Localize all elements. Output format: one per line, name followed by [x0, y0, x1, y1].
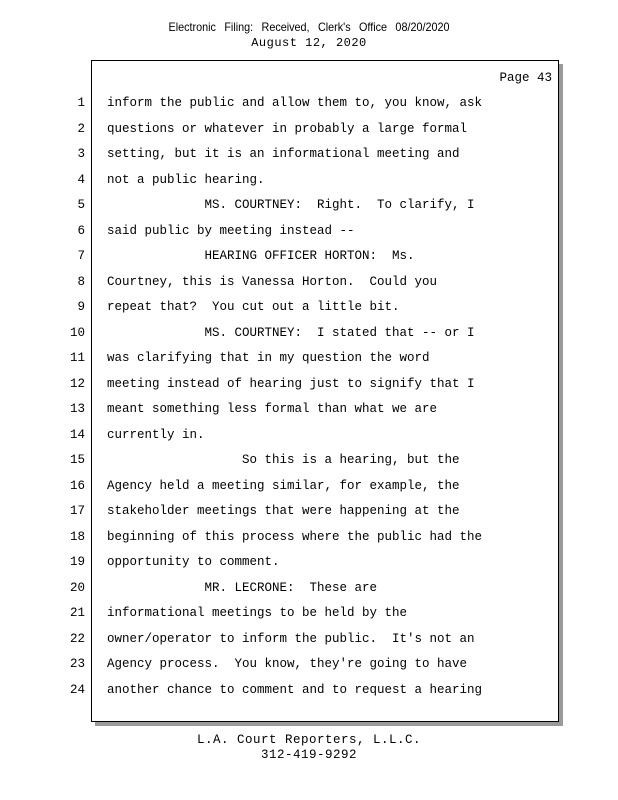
transcript-line [0, 170, 618, 190]
line-number: 1 [77, 96, 85, 110]
transcript-line [0, 578, 618, 598]
line-number: 15 [69, 453, 85, 467]
transcript-line [0, 272, 618, 292]
line-number: 3 [77, 147, 85, 161]
line-text: currently in. [107, 427, 205, 442]
line-text: informational meetings to be held by the [107, 606, 408, 620]
transcript-line [0, 221, 618, 241]
transcript-line [0, 501, 618, 521]
line-number: 10 [69, 325, 85, 340]
transcript-line [0, 119, 618, 139]
line-number: 14 [69, 427, 85, 442]
line-number: 23 [69, 657, 85, 671]
transcript-line [0, 527, 618, 547]
line-number: 7 [77, 249, 85, 263]
transcript-line [0, 374, 618, 394]
line-text: Courtney, this is Vanessa Horton. Could you [107, 274, 438, 289]
line-number: 8 [77, 274, 85, 289]
transcript-line [0, 399, 618, 419]
transcript-line [0, 246, 618, 266]
transcript-line [0, 297, 618, 317]
transcript-line [0, 425, 618, 445]
line-number: 24 [69, 682, 85, 697]
line-text: another chance to comment and to request a hearing [107, 682, 483, 697]
line-text: owner/operator to inform the public. It's not an [107, 631, 475, 646]
line-text: was clarifying that in my question the word [107, 351, 430, 365]
line-number: 5 [77, 198, 85, 212]
line-number: 17 [69, 504, 85, 518]
line-text: So this is a hearing, but the [107, 453, 460, 467]
line-text: MR. LECRONE: These are [107, 580, 378, 595]
line-text: not a public hearing. [107, 172, 265, 187]
line-text: MS. COURTNEY: Right. To clarify, I [107, 198, 475, 212]
line-number: 6 [77, 223, 85, 238]
reporter-phone: 312-419-9292 [260, 748, 357, 762]
line-text: meeting instead of hearing just to signify that I [107, 376, 475, 391]
transcript-line [0, 476, 618, 496]
line-number: 19 [69, 555, 85, 569]
transcript-line [0, 680, 618, 700]
transcript-line [0, 450, 618, 470]
line-number: 2 [77, 121, 85, 136]
line-text: said public by meeting instead -- [107, 223, 355, 238]
transcript-date: August 12, 2020 [251, 36, 367, 50]
transcript-line [0, 552, 618, 572]
line-text: setting, but it is an informational meeting and [107, 147, 460, 161]
line-number: 22 [69, 631, 85, 646]
line-number: 13 [69, 402, 85, 416]
line-text: Agency held a meeting similar, for example, the [107, 478, 460, 493]
transcript-line [0, 144, 618, 164]
transcript-line [0, 195, 618, 215]
line-number: 18 [69, 529, 85, 544]
filing-stamp: Electronic Filing: Received, Clerk's Office 08/20/2020 [168, 20, 450, 34]
line-text: stakeholder meetings that were happening at the [107, 504, 460, 518]
line-text: repeat that? You cut out a little bit. [107, 300, 400, 314]
line-text: opportunity to comment. [107, 555, 280, 569]
line-text: meant something less formal than what we are [107, 402, 438, 416]
reporter-company: L.A. Court Reporters, L.L.C. [196, 733, 422, 747]
transcript-line [0, 603, 618, 623]
line-text: questions or whatever in probably a large formal [107, 121, 468, 136]
line-text: beginning of this process where the public had the [107, 529, 483, 544]
transcript-line [0, 348, 618, 368]
line-text: Agency process. You know, they're going to have [107, 657, 468, 671]
page-number: Page 43 [499, 71, 552, 85]
line-number: 4 [77, 172, 85, 187]
transcript-line [0, 629, 618, 649]
line-number: 20 [69, 580, 85, 595]
line-text: MS. COURTNEY: I stated that -- or I [107, 325, 475, 340]
line-number: 11 [69, 351, 85, 365]
line-number: 12 [69, 376, 85, 391]
line-number: 21 [69, 606, 85, 620]
transcript-line [0, 323, 618, 343]
transcript-line [0, 654, 618, 674]
line-text: inform the public and allow them to, you know, ask [107, 96, 483, 110]
line-number: 16 [69, 478, 85, 493]
line-number: 9 [77, 300, 85, 314]
transcript-line [0, 93, 618, 113]
line-text: HEARING OFFICER HORTON: Ms. [107, 249, 415, 263]
